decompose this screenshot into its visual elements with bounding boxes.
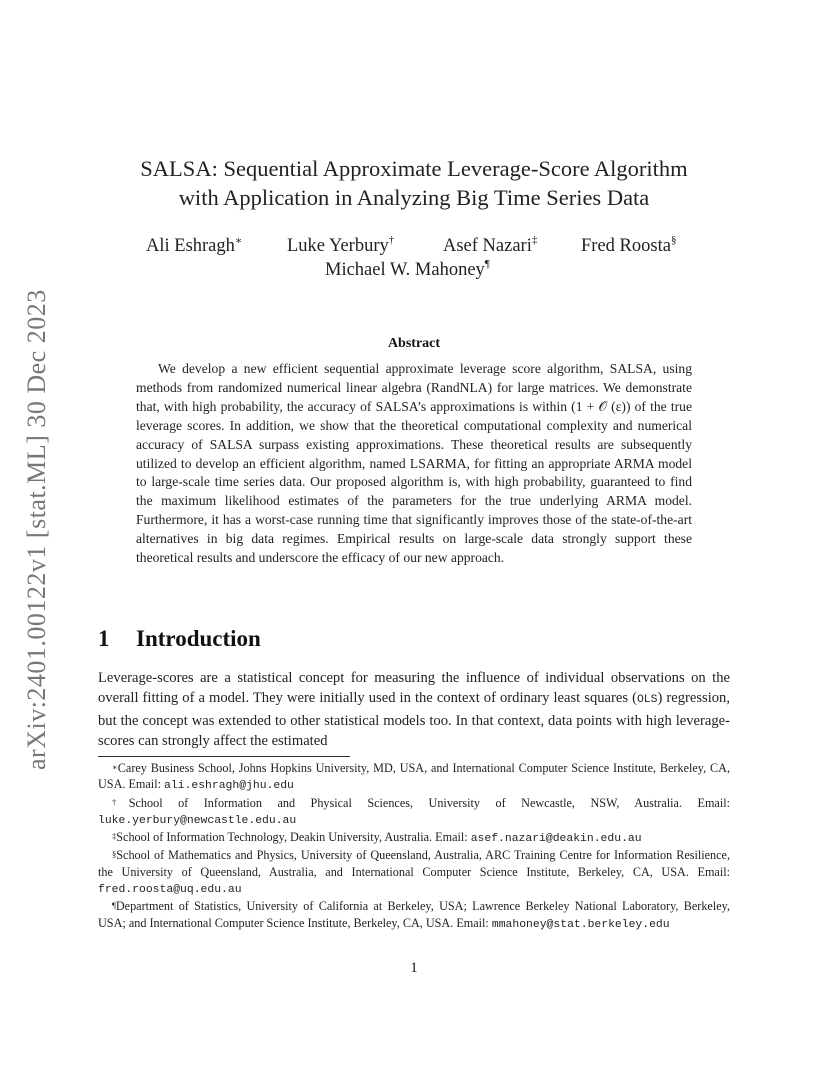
author-name: Fred Roosta§ xyxy=(581,234,677,256)
footnotes xyxy=(98,760,730,933)
author-row-1 xyxy=(98,236,730,260)
affiliation-mark: ‡ xyxy=(531,234,538,246)
footnote: ‡School of Information Technology, Deakin University, Australia. Email: asef.nazari@deakin.edu.au xyxy=(112,830,642,846)
affiliation-mark: ∗ xyxy=(234,235,243,247)
author-row-2 xyxy=(98,260,730,284)
affiliation-mark: ¶ xyxy=(484,258,490,270)
footnote: ¶Department of Statistics, University of California at Berkeley, USA; Lawrence Berkeley National Laboratory, Berkeley, USA; and International Computer Science Institute, Berkeley, CA, USA. Email: mmahoney@stat.berkeley.edu xyxy=(98,899,730,931)
email-address: fred.roosta@uq.edu.au xyxy=(98,884,242,897)
title-line-2: with Application in Analyzing Big Time Series Data xyxy=(178,185,650,210)
abstract-heading: Abstract xyxy=(387,336,441,351)
author-block xyxy=(98,236,730,284)
affiliation-mark: § xyxy=(670,234,677,246)
footnote: §School of Mathematics and Physics, University of Queensland, Australia, ARC Training Centre for Information Resilience, the University of Queensland, Australia, and International Computer Science Institute, Berkeley, CA, USA. Email: fred.roosta@uq.edu.au xyxy=(98,848,730,897)
section-heading xyxy=(98,626,261,652)
author-name: Luke Yerbury† xyxy=(287,234,395,256)
section-title: Introduction xyxy=(136,626,261,651)
abstract-text: We develop a new efficient sequential approximate leverage score algorithm, SALSA, using methods from randomized numerical linear algebra (RandNLA) for large matrices. We demonstrate that, with high probability, the accuracy of SALSA’s approximations is within (1 + 𝒪 (ε)) of the true leverage scores. In addition, we show that the theoretical computational complexity and numerical accuracy of SALSA surpass existing approximations. These theoretical results are subsequently utilized to develop an efficient algorithm, named LSARMA, for fitting an appropriate ARMA model to large-scale time series data. Our proposed algorithm is, with high probability, guaranteed to find the maximum likelihood estimates of the parameters for the true underlying ARMA model. Furthermore, it has a worst-case running time that significantly improves those of the state-of-the-art alternatives in big data regimes. Empirical results on large-scale data strongly support these theoretical results and underscore the efficacy of our new approach. xyxy=(136,361,692,566)
section-number: 1 xyxy=(98,626,110,651)
email-address: luke.yerbury@newcastle.edu.au xyxy=(98,814,297,827)
title-line-1: SALSA: Sequential Approximate Leverage-Score Algorithm xyxy=(140,156,688,181)
author-name: Michael W. Mahoney¶ xyxy=(325,258,490,280)
author-name: Ali Eshragh∗ xyxy=(146,235,243,256)
author-name: Asef Nazari‡ xyxy=(443,234,538,256)
footnote-rule xyxy=(98,756,350,757)
email-address: asef.nazari@deakin.edu.au xyxy=(470,833,642,846)
footnote: †School of Information and Physical Sciences, University of Newcastle, NSW, Australia. Email: luke.yerbury@newcastle.edu.au xyxy=(98,795,731,827)
paper-title xyxy=(98,154,730,212)
introduction-paragraph: Leverage-scores are a statistical concept for measuring the influence of individual observations on the overall fitting of a model. They were initially used in the context of ordinary least squares (OLS) regression, but the concept was extended to other statistical models too. In that context, data points with high leverage-scores can strongly affect the estimated xyxy=(98,670,730,749)
arxiv-identifier-stamp: arXiv:2401.00122v1 [stat.ML] 30 Dec 2023 xyxy=(22,289,51,770)
email-address: ali.eshragh@jhu.edu xyxy=(164,780,294,793)
page-number: 1 xyxy=(410,960,418,976)
inline-code: OLS xyxy=(636,694,658,707)
footnote: ∗Carey Business School, Johns Hopkins University, MD, USA, and International Computer Science Institute, Berkeley, CA, USA. Email: ali.eshragh@jhu.edu xyxy=(98,761,730,793)
email-address: mmahoney@stat.berkeley.edu xyxy=(491,918,670,931)
affiliation-mark: † xyxy=(388,234,395,246)
